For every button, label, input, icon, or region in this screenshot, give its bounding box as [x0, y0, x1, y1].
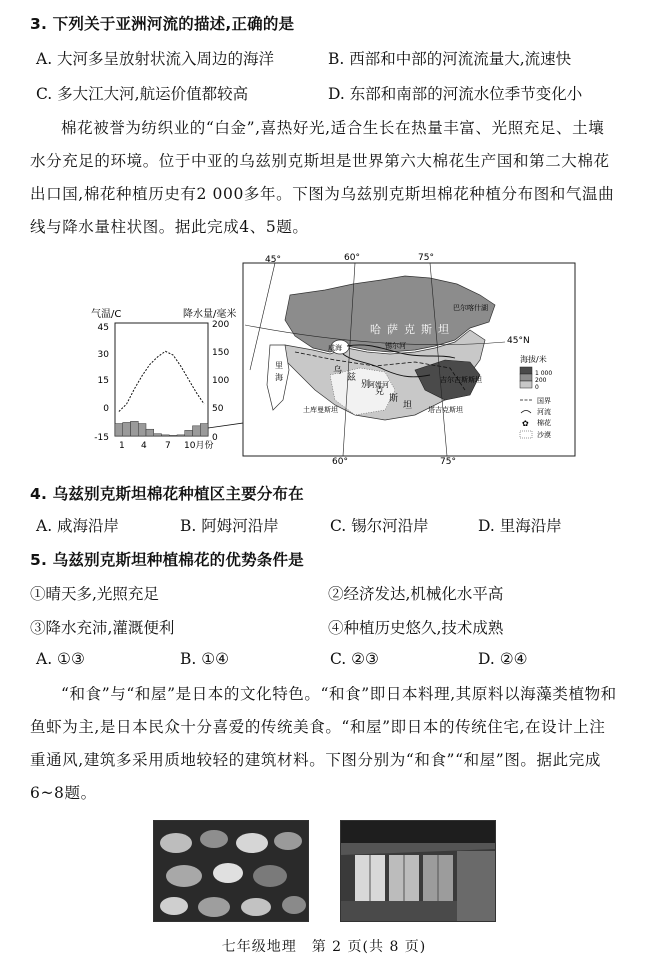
- precipitation-bar-6: [154, 434, 162, 436]
- precipitation-bar-2: [123, 422, 131, 436]
- lon-label-75-bottom: 75°: [440, 457, 456, 465]
- left-tick-minus15: -15: [94, 433, 109, 443]
- cotton-figure: [85, 250, 585, 465]
- label-turkmenistan: 土库曼斯坦: [303, 406, 338, 414]
- precipitation-bars: [115, 421, 208, 436]
- left-tick-15: 15: [97, 376, 109, 386]
- lon-label-60: 60°: [344, 253, 360, 263]
- precipitation-bar-1: [115, 424, 123, 436]
- legend-level-200: 200: [535, 377, 547, 384]
- label-uz-6: 坦: [403, 401, 413, 411]
- lon-label-75: 75°: [418, 253, 434, 263]
- label-tajikistan: 塔吉克斯坦: [428, 406, 463, 414]
- label-balkhash: 巴尔喀什湖: [453, 304, 488, 312]
- washitsu-house-photo: [340, 820, 496, 922]
- question-5-option-b: B. ①④: [180, 650, 230, 668]
- question-3-stem: 3. 下列关于亚洲河流的描述,正确的是: [30, 15, 295, 33]
- legend-cotton-symbol: ✿: [522, 419, 529, 428]
- question-5-option-a: A. ①③: [36, 650, 85, 668]
- legend-swatch-high: [520, 367, 532, 374]
- label-uz-3: 别: [361, 380, 371, 390]
- precipitation-bar-10: [185, 430, 193, 436]
- uzbekistan-map: [243, 253, 575, 465]
- legend-elevation-title: 海拔/米: [520, 355, 547, 364]
- question-5-option-d: D. ②④: [478, 650, 528, 668]
- page-footer: 七年级地理 第 2 页(共 8 页): [221, 939, 427, 955]
- right-tick-0: 0: [212, 433, 218, 443]
- precipitation-bar-12: [200, 424, 208, 436]
- label-caspian-2: 海: [275, 373, 283, 382]
- question-5-item-2: ②经济发达,机械化水平高: [328, 585, 504, 603]
- left-tick-0: 0: [103, 404, 109, 414]
- question-3-option-b: B. 西部和中部的河流流量大,流速快: [328, 50, 572, 68]
- question-4-option-c: C. 锡尔河沿岸: [330, 517, 429, 535]
- label-aral-sea: 咸海: [328, 344, 342, 352]
- label-uz-5: 斯: [389, 394, 399, 404]
- right-tick-150: 150: [212, 348, 230, 358]
- precipitation-bar-5: [146, 429, 154, 436]
- legend-desert-symbol: [520, 431, 532, 438]
- legend-swatch-low: [520, 381, 532, 388]
- question-3-option-c: C. 多大江大河,航运价值都较高: [36, 85, 249, 103]
- lon-label-45: 45°: [265, 255, 281, 265]
- legend-desert: 沙漠: [537, 431, 551, 439]
- passage-cotton: 棉花被誉为纺织业的“白金”,喜热好光,适合生长在热量丰富、光照充足、土壤水分充足的环境。位于中亚的乌兹别克斯坦是世界第六大棉花生产国和第二大棉花出口国,棉花种植历史有2 000多年。下图为乌兹别克斯坦棉花种植分布图和气温曲线与降水量柱状图。据此完成4、5题。: [30, 119, 615, 236]
- precipitation-bar-7: [162, 435, 170, 436]
- question-5-item-4: ④种植历史悠久,技术成熟: [328, 619, 504, 637]
- left-tick-45: 45: [97, 323, 109, 333]
- right-axis-title: 降水量/毫米: [183, 309, 237, 320]
- x-tick-7: 7: [165, 441, 171, 451]
- label-uz-4: 克: [375, 387, 385, 397]
- legend-level-1000: 1 000: [535, 370, 553, 377]
- question-5-item-3: ③降水充沛,灌溉便利: [30, 619, 175, 637]
- label-uz-1: 乌: [333, 366, 343, 376]
- temperature-curve: [119, 351, 204, 411]
- right-tick-200: 200: [212, 320, 230, 330]
- x-tick-10: 10月份: [184, 441, 214, 451]
- question-5-stem: 5. 乌兹别克斯坦种植棉花的优势条件是: [30, 551, 304, 569]
- label-caspian-1: 里: [275, 361, 283, 370]
- question-3-option-d: D. 东部和南部的河流水位季节变化小: [328, 85, 583, 103]
- legend-river: 河流: [537, 408, 551, 416]
- label-amu-darya: 阿姆河: [368, 381, 389, 389]
- label-kyrgyzstan: 吉尔吉斯斯坦: [440, 376, 482, 384]
- x-tick-1: 1: [119, 441, 125, 451]
- precipitation-bar-11: [193, 426, 201, 436]
- question-4-option-a: A. 咸海沿岸: [36, 517, 120, 535]
- right-tick-100: 100: [212, 376, 230, 386]
- precipitation-bar-8: [169, 435, 177, 436]
- left-tick-30: 30: [97, 350, 109, 360]
- lon-label-60-bottom: 60°: [332, 457, 348, 465]
- question-4-option-d: D. 里海沿岸: [478, 517, 562, 535]
- washoku-photo: [153, 820, 309, 922]
- left-axis-title: 气温/C: [91, 309, 122, 320]
- question-3-option-a: A. 大河多呈放射状流入周边的海洋: [36, 50, 275, 68]
- chart-frame: [115, 323, 208, 436]
- question-5-item-1: ①晴天多,光照充足: [30, 585, 159, 603]
- label-syr-darya: 锡尔河: [385, 342, 406, 350]
- precipitation-bar-3: [131, 421, 139, 436]
- legend-level-0: 0: [535, 384, 539, 391]
- label-uz-2: 兹: [347, 373, 357, 383]
- legend-cotton: 棉花: [537, 419, 551, 427]
- passage-japan: “和食”与“和屋”是日本的文化特色。“和食”即日本料理,其原料以海藻类植物和鱼虾为主,是日本民众十分喜爱的传统美食。“和屋”即日本的传统住宅,在设计上注重通风,建筑多采用质地较轻的建筑材料。下图分别为“和食”“和屋”图。据此完成6~8题。: [30, 685, 617, 802]
- lat-label-45n: 45°N: [507, 336, 530, 346]
- question-4-stem: 4. 乌兹别克斯坦棉花种植区主要分布在: [30, 485, 304, 503]
- question-5-option-c: C. ②③: [330, 650, 379, 668]
- question-4-option-b: B. 阿姆河沿岸: [180, 517, 279, 535]
- label-kazakhstan: 哈萨克斯坦: [370, 323, 455, 336]
- precipitation-bar-9: [177, 435, 185, 436]
- legend-border: 国界: [537, 397, 551, 405]
- right-tick-50: 50: [212, 404, 224, 414]
- legend-swatch-mid: [520, 374, 532, 381]
- precipitation-bar-4: [138, 424, 146, 436]
- x-tick-4: 4: [141, 441, 147, 451]
